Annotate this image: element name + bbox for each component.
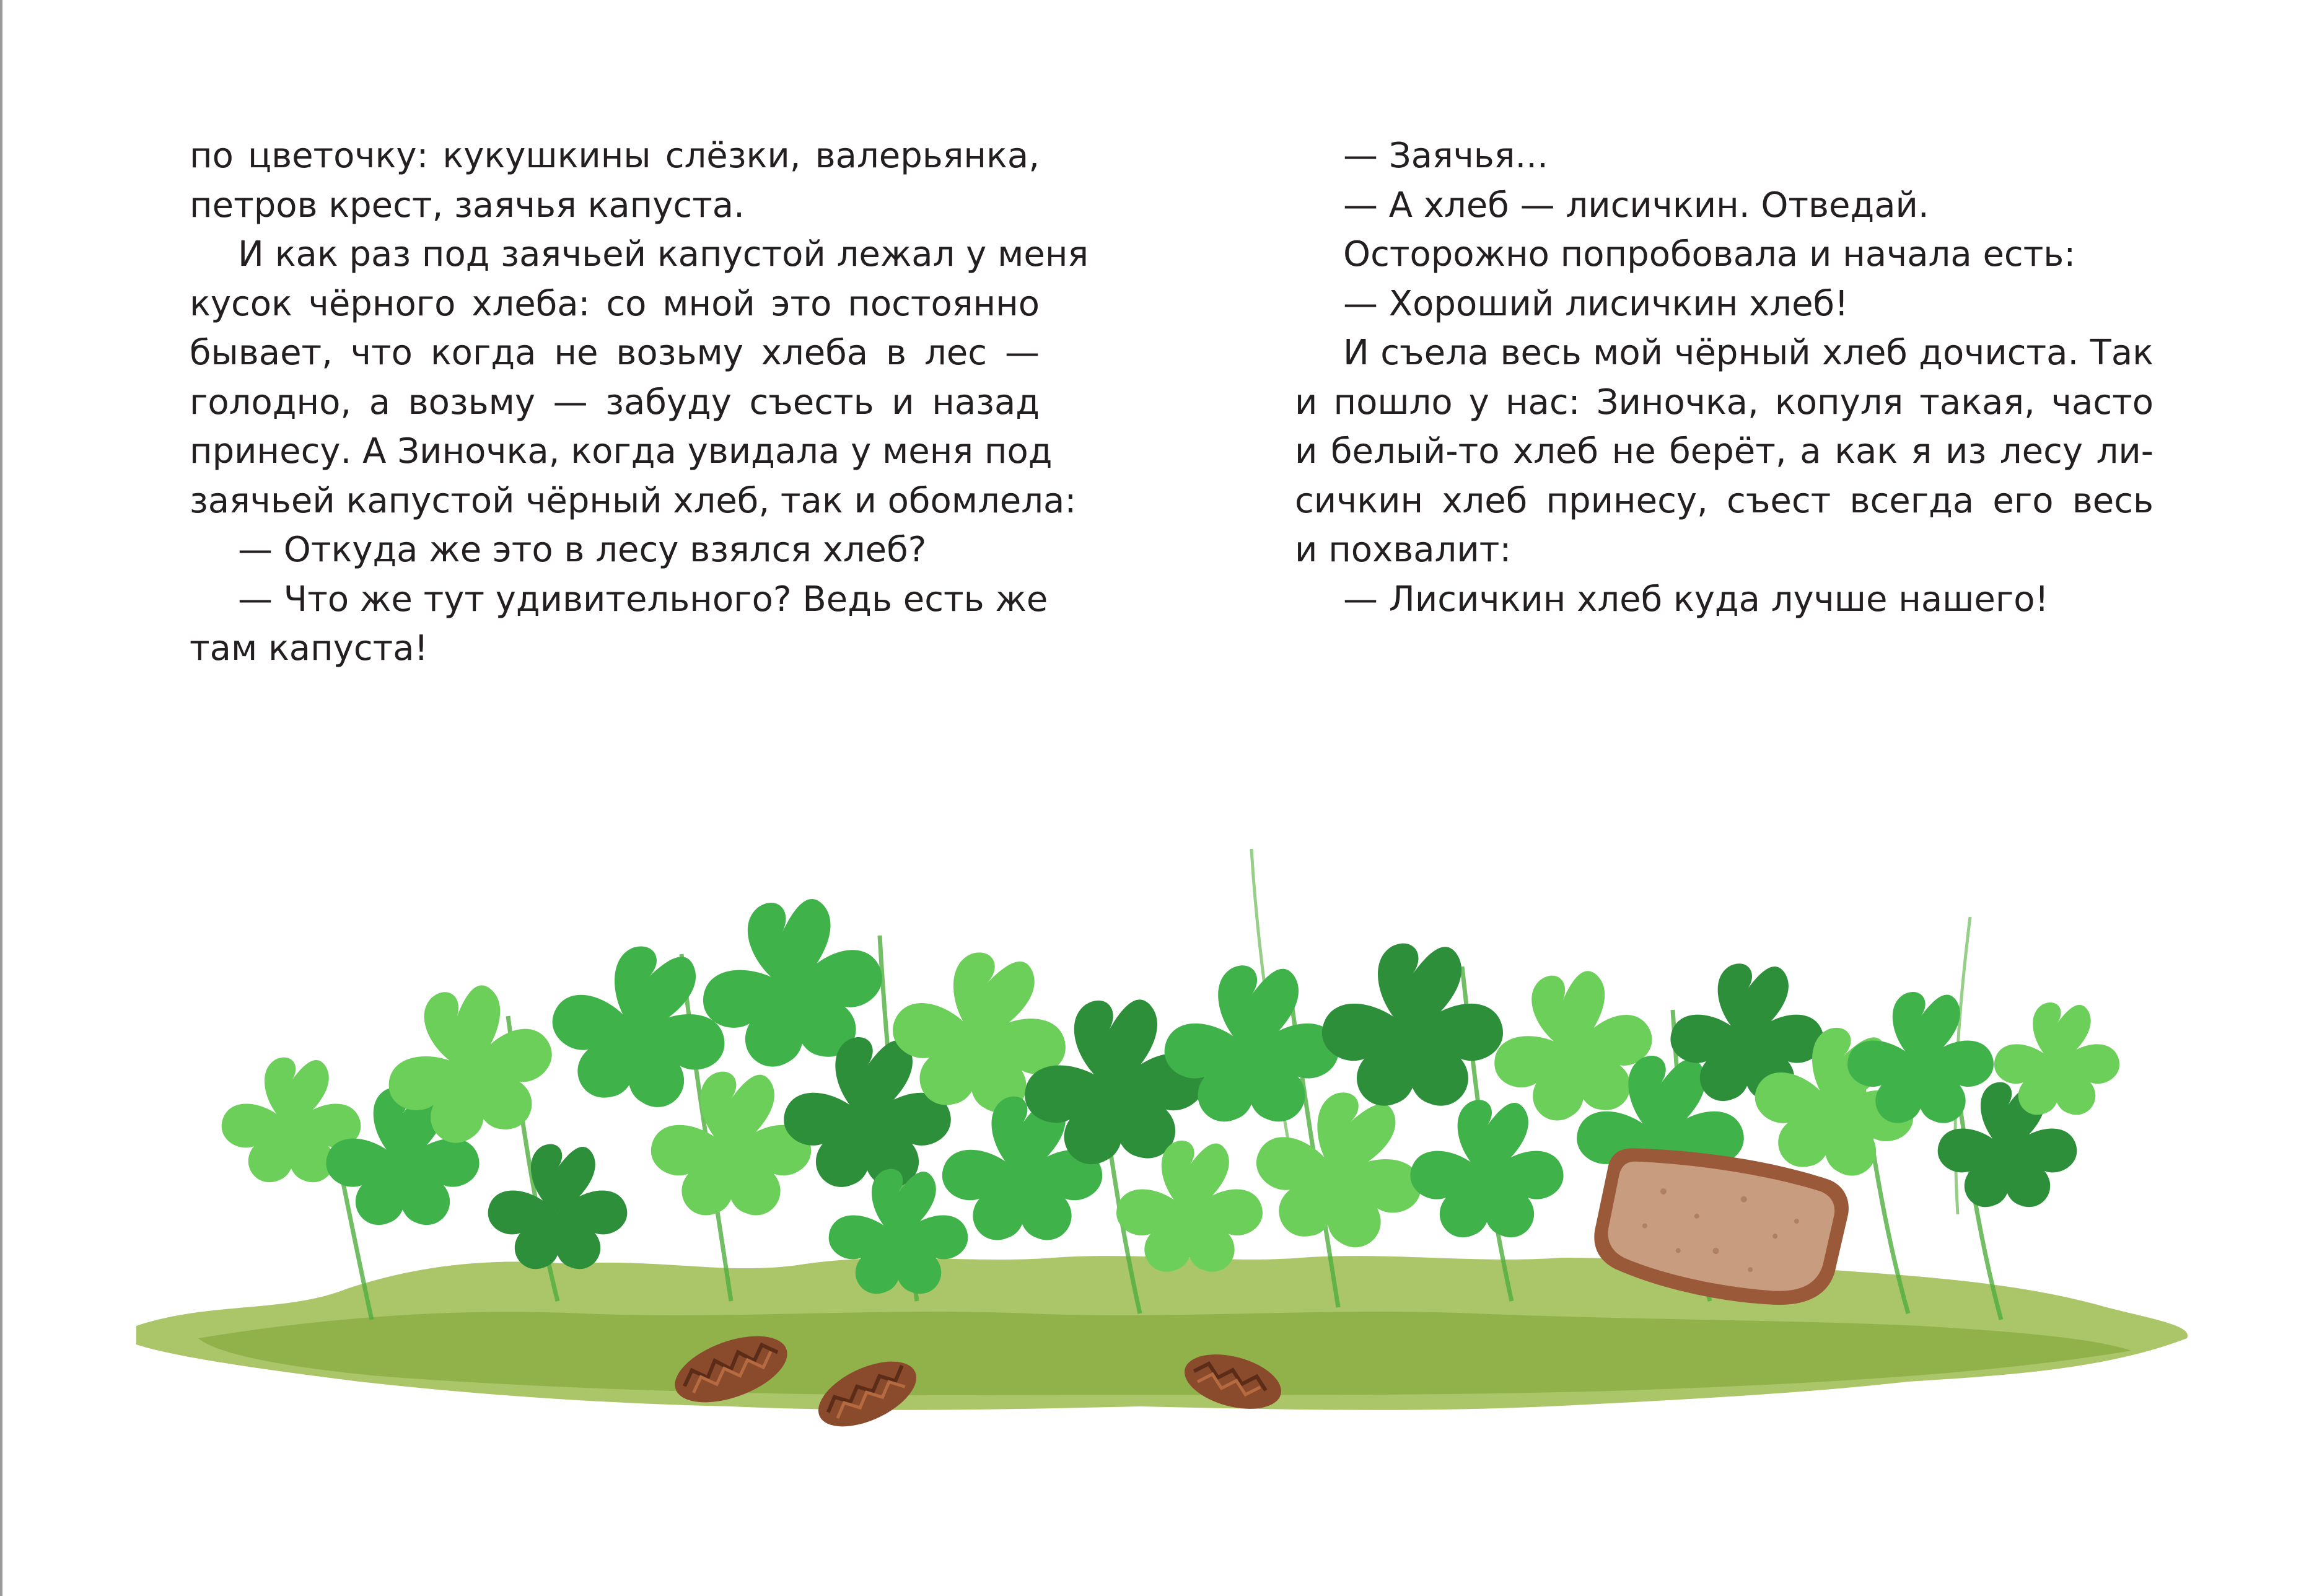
text-line: и похвалит: <box>1295 530 1512 570</box>
right-text-column <box>1295 131 2153 624</box>
text-line: И как раз под заячьей капустой лежал у меня <box>238 234 1089 274</box>
text-line: бывает, что когда не возьму хлеба в лес — <box>190 333 1040 373</box>
clover-bread-illustration <box>124 830 2206 1444</box>
text-line: кусок чёрного хлеба: со мной это постоянно <box>190 283 1040 324</box>
text-line: и белый-то хлеб не берёт, а как я из лесу ли- <box>1295 431 2153 471</box>
text-line: голодно, а возьму — забуду съесть и назад <box>190 382 1040 423</box>
text-line: — Хороший лисичкин хлеб! <box>1343 283 1849 324</box>
text-line: принесу. А Зиночка, когда увидала у меня под <box>190 431 1053 471</box>
text-line: петров крест, заячья капуста. <box>190 185 745 226</box>
text-line: там капуста! <box>190 628 429 669</box>
text-line: — Заячья... <box>1343 136 1548 176</box>
text-line: заячьей капустой чёрный хлеб, так и обомлела: <box>190 480 1077 521</box>
text-line: Осторожно попробовала и начала есть: <box>1343 234 2076 274</box>
text-line: — Откуда же это в лесу взялся хлеб? <box>238 530 927 570</box>
left-text-column <box>190 131 1089 673</box>
text-line: и пошло у нас: Зиночка, копуля такая, часто <box>1295 382 2153 423</box>
text-line: сичкин хлеб принесу, съест всегда его весь <box>1295 480 2153 521</box>
moss-ground <box>136 1256 2188 1410</box>
text-line: — Что же тут удивительного? Ведь есть же <box>238 579 1048 620</box>
text-line: — А хлеб — лисичкин. Отведай. <box>1343 185 1929 226</box>
page-edge <box>0 0 2 1596</box>
text-line: И съела весь мой чёрный хлеб дочиста. Так <box>1343 333 2153 373</box>
text-line: по цветочку: кукушкины слёзки, валерьянка, <box>190 136 1040 176</box>
text-line: — Лисичкин хлеб куда лучше нашего! <box>1343 579 2049 620</box>
